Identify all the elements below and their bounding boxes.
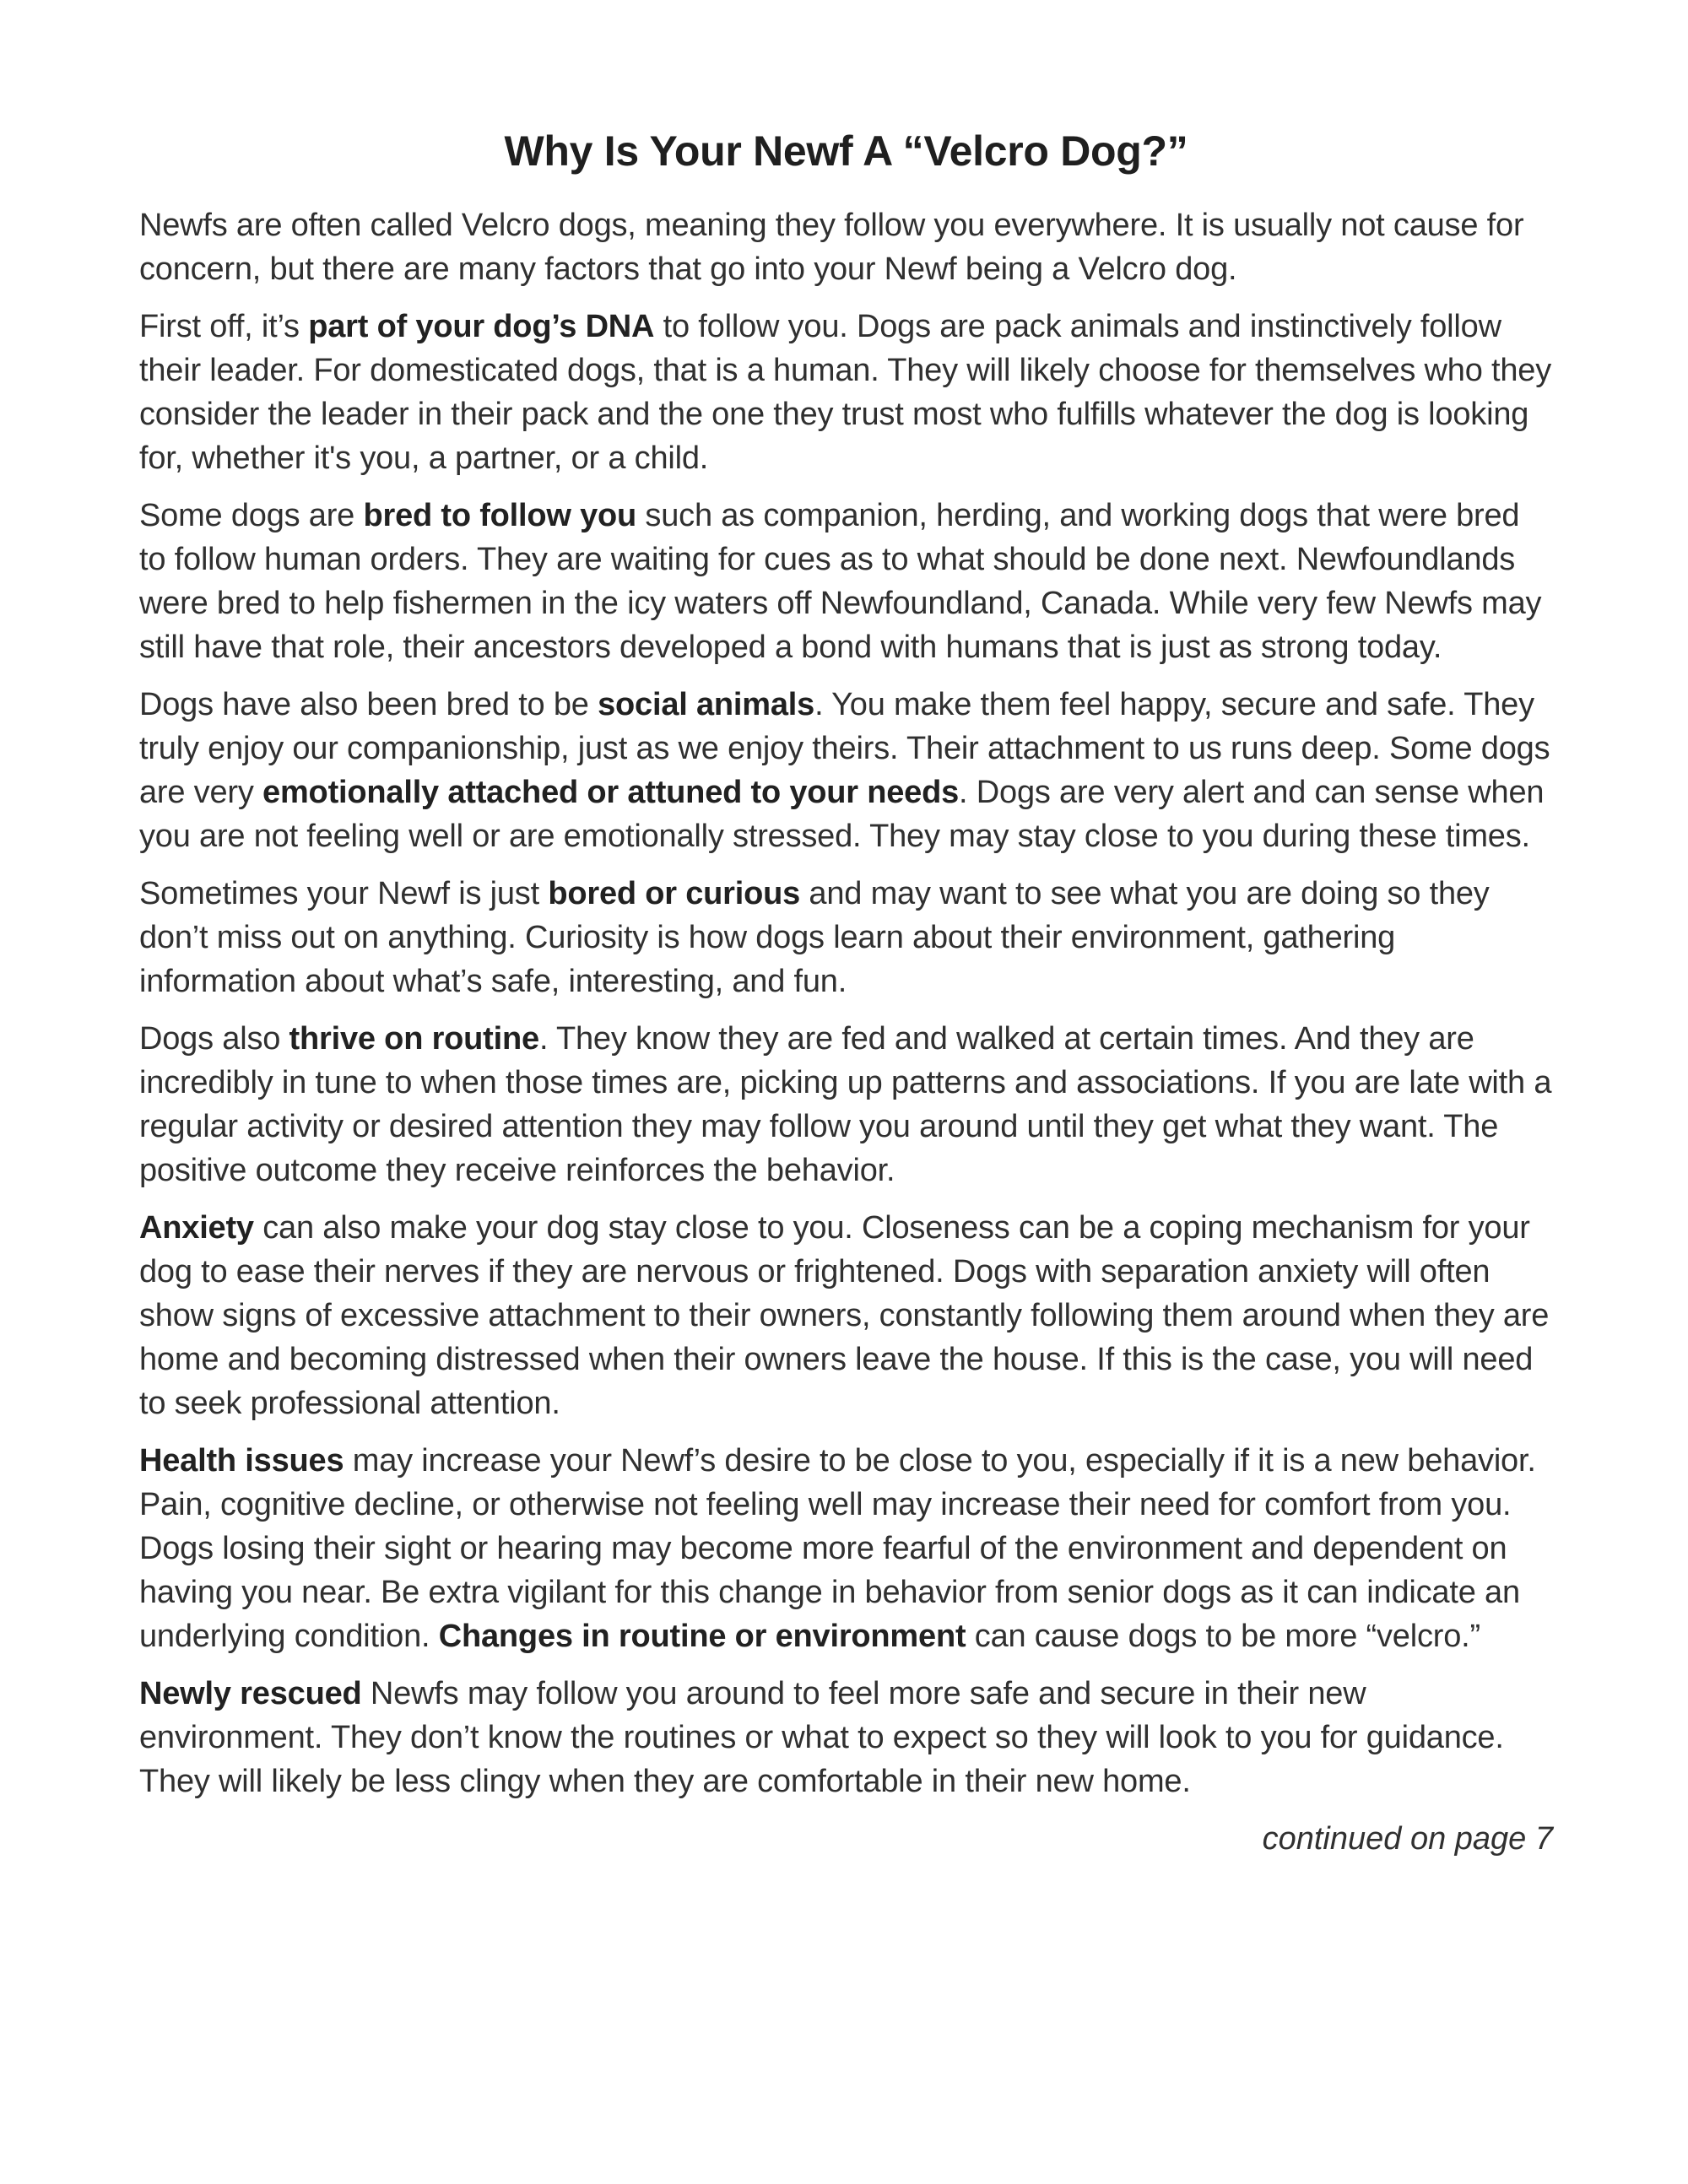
paragraph bbox=[139, 872, 1553, 1003]
bold-text: part of your dog’s DNA bbox=[308, 308, 655, 344]
body-text: can cause dogs to be more “velcro.” bbox=[966, 1618, 1480, 1654]
body-text: can also make your dog stay close to you. Closeness can be a coping mechanism for your dog to ease their nerves if they are nervous or frightened. Dogs with separation anxiety will often show signs of excessive attachment to their owners, constantly following them around when they are home and becoming distressed when their owners leave the house. If this is the case, you will need to seek professional attention. bbox=[139, 1209, 1550, 1421]
paragraph bbox=[139, 1206, 1553, 1425]
bold-text: Anxiety bbox=[139, 1209, 254, 1246]
body-text: and may want to see what you are doing so they don’t miss out on anything. Curiosity is how dogs learn about their environment, gathering information about what’s safe, interesting, and fun. bbox=[139, 875, 1490, 999]
bold-text: Newly rescued bbox=[139, 1675, 362, 1711]
paragraph bbox=[139, 1017, 1553, 1192]
bold-text: bred to follow you bbox=[363, 497, 637, 533]
body-text: Some dogs are bbox=[139, 497, 364, 533]
bold-text: thrive on routine bbox=[289, 1020, 539, 1057]
body-text: . You make them feel happy, secure and safe. They truly enjoy our companionship, just as we enjoy theirs. Their attachment to us runs deep. Some dogs are very bbox=[139, 686, 1550, 810]
bold-text: Changes in routine or environment bbox=[438, 1618, 966, 1654]
body-text: . They know they are fed and walked at certain times. And they are incredibly in tune to when those times are, picking up patterns and associations. If you are late with a regular activity or desired attention they may follow you around until they get what they want. The positive outcome they receive reinforces the behavior. bbox=[139, 1020, 1552, 1188]
paragraph bbox=[139, 683, 1553, 858]
body-text: Dogs have also been bred to be bbox=[139, 686, 598, 722]
paragraph bbox=[139, 1439, 1553, 1658]
bold-text: bored or curious bbox=[548, 875, 801, 911]
page-title: Why Is Your Newf A “Velcro Dog?” bbox=[504, 127, 1188, 175]
body-text: . Dogs are very alert and can sense when you are not feeling well or are emotionally stressed. They may stay close to you during these times. bbox=[139, 774, 1545, 854]
body-text: to follow you. Dogs are pack animals and instinctively follow their leader. For domesticated dogs, that is a human. They will likely choose for themselves who they consider the leader in their pack and the one they trust most who fulfills whatever the dog is looking for, whether it's you, a partner, or a child. bbox=[139, 308, 1552, 476]
paragraph bbox=[139, 494, 1553, 669]
paragraph bbox=[139, 305, 1553, 480]
body-text: Newfs are often called Velcro dogs, meaning they follow you everywhere. It is usually not cause for concern, but there are many factors that go into your Newf being a Velcro dog. bbox=[139, 207, 1524, 287]
body-text: may increase your Newf’s desire to be close to you, especially if it is a new behavior. Pain, cognitive decline, or otherwise not feeling well may increase their need for comfort from you. Dogs losing their sight or hearing may become more fearful of the environment and dependent on having you near. Be extra vigilant for this change in behavior from senior dogs as it can indicate an underlying condition. bbox=[139, 1442, 1536, 1654]
bold-text: social animals bbox=[598, 686, 815, 722]
body-text: Dogs also bbox=[139, 1020, 289, 1057]
body-text: Sometimes your Newf is just bbox=[139, 875, 549, 911]
paragraph bbox=[139, 1672, 1553, 1803]
bold-text: emotionally attached or attuned to your needs bbox=[262, 774, 960, 810]
body-text: First off, it’s bbox=[139, 308, 309, 344]
continued-note: continued on page 7 bbox=[1262, 1820, 1553, 1857]
paragraph bbox=[139, 203, 1553, 291]
article-body bbox=[139, 203, 1553, 1803]
body-text: Newfs may follow you around to feel more safe and secure in their new environment. They don’t know the routines or what to expect so they will look to you for guidance. They will likely be less clingy when they are comfortable in their new home. bbox=[139, 1675, 1504, 1799]
body-text: such as companion, herding, and working dogs that were bred to follow human orders. They are waiting for cues as to what should be done next. Newfoundlands were bred to help fishermen in the icy waters off Newfoundland, Canada. While very few Newfs may still have that role, their ancestors developed a bond with humans that is just as strong today. bbox=[139, 497, 1542, 665]
bold-text: Health issues bbox=[139, 1442, 344, 1479]
